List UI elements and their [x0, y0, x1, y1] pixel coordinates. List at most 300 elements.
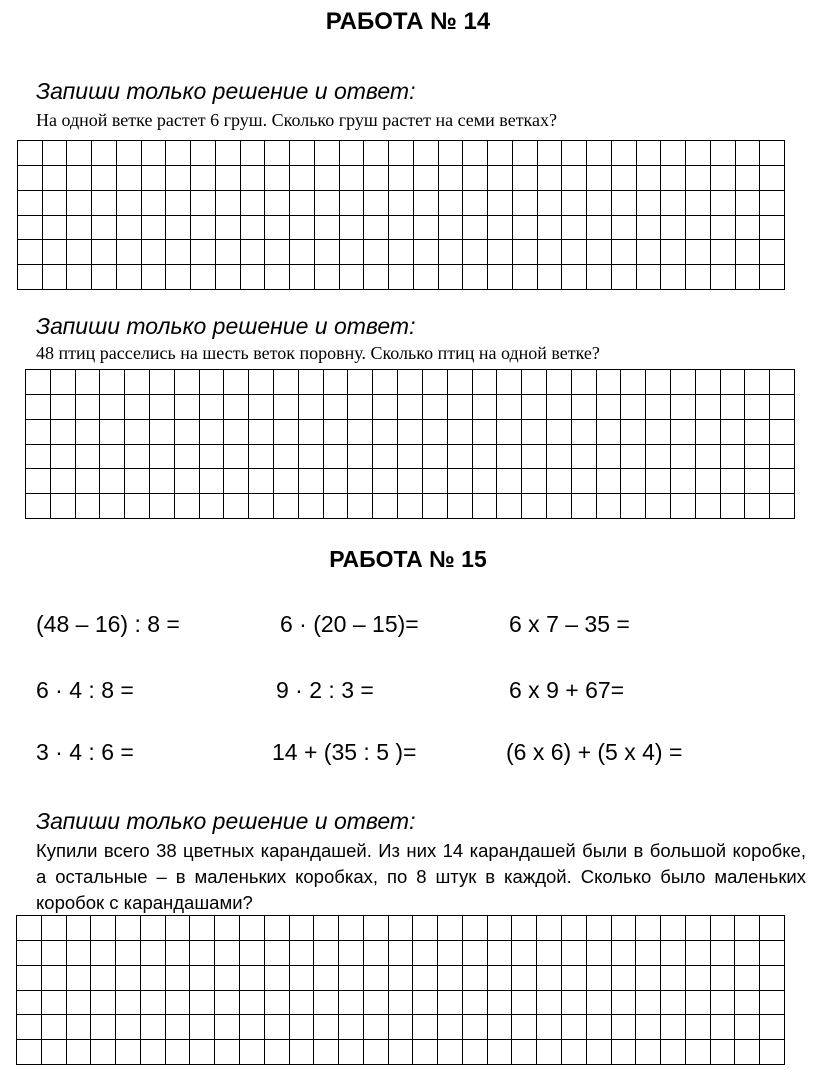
grid-cell[interactable] — [497, 494, 522, 519]
grid-cell[interactable] — [760, 1015, 785, 1040]
grid-cell[interactable] — [17, 941, 42, 966]
grid-cell[interactable] — [42, 1040, 67, 1065]
grid-cell[interactable] — [760, 991, 785, 1016]
grid-cell[interactable] — [735, 941, 760, 966]
grid-cell[interactable] — [166, 991, 191, 1016]
grid-cell[interactable] — [18, 191, 43, 216]
grid-cell[interactable] — [224, 469, 249, 494]
grid-cell[interactable] — [224, 370, 249, 395]
grid-cell[interactable] — [770, 445, 795, 470]
grid-cell[interactable] — [249, 395, 274, 420]
grid-cell[interactable] — [522, 395, 547, 420]
grid-cell[interactable] — [562, 991, 587, 1016]
grid-cell[interactable] — [364, 966, 389, 991]
grid-cell[interactable] — [17, 966, 42, 991]
grid-cell[interactable] — [389, 941, 414, 966]
grid-cell[interactable] — [770, 420, 795, 445]
grid-cell[interactable] — [760, 916, 785, 941]
grid-cell[interactable] — [51, 420, 76, 445]
grid-cell[interactable] — [91, 941, 116, 966]
grid-cell[interactable] — [522, 420, 547, 445]
grid-cell[interactable] — [398, 494, 423, 519]
grid-cell[interactable] — [760, 966, 785, 991]
grid-cell[interactable] — [463, 141, 488, 166]
grid-cell[interactable] — [216, 265, 241, 290]
grid-cell[interactable] — [348, 370, 373, 395]
grid-cell[interactable] — [721, 445, 746, 470]
grid-cell[interactable] — [100, 395, 125, 420]
grid-cell[interactable] — [67, 166, 92, 191]
grid-cell[interactable] — [612, 216, 637, 241]
grid-cell[interactable] — [587, 240, 612, 265]
grid-cell[interactable] — [67, 191, 92, 216]
grid-cell[interactable] — [562, 1040, 587, 1065]
grid-cell[interactable] — [439, 265, 464, 290]
grid-cell[interactable] — [373, 494, 398, 519]
grid-cell[interactable] — [314, 941, 339, 966]
grid-cell[interactable] — [587, 991, 612, 1016]
grid-cell[interactable] — [686, 191, 711, 216]
grid-cell[interactable] — [760, 1040, 785, 1065]
grid-cell[interactable] — [141, 1015, 166, 1040]
grid-cell[interactable] — [166, 916, 191, 941]
grid-cell[interactable] — [597, 469, 622, 494]
grid-cell[interactable] — [522, 494, 547, 519]
grid-cell[interactable] — [299, 420, 324, 445]
grid-cell[interactable] — [587, 191, 612, 216]
grid-cell[interactable] — [216, 141, 241, 166]
grid-cell[interactable] — [711, 1015, 736, 1040]
grid-cell[interactable] — [513, 166, 538, 191]
grid-cell[interactable] — [711, 191, 736, 216]
grid-cell[interactable] — [587, 941, 612, 966]
grid-cell[interactable] — [636, 916, 661, 941]
grid-cell[interactable] — [67, 240, 92, 265]
grid-cell[interactable] — [488, 1015, 513, 1040]
grid-cell[interactable] — [513, 240, 538, 265]
grid-cell[interactable] — [265, 1040, 290, 1065]
grid-cell[interactable] — [711, 916, 736, 941]
grid-cell[interactable] — [463, 240, 488, 265]
grid-cell[interactable] — [547, 370, 572, 395]
grid-cell[interactable] — [646, 420, 671, 445]
grid-cell[interactable] — [612, 991, 637, 1016]
grid-cell[interactable] — [274, 370, 299, 395]
grid-cell[interactable] — [721, 494, 746, 519]
grid-cell[interactable] — [290, 1040, 315, 1065]
grid-cell[interactable] — [636, 1015, 661, 1040]
grid-cell[interactable] — [18, 216, 43, 241]
grid-cell[interactable] — [43, 141, 68, 166]
grid-cell[interactable] — [736, 265, 761, 290]
grid-cell[interactable] — [142, 166, 167, 191]
grid-cell[interactable] — [562, 916, 587, 941]
grid-cell[interactable] — [224, 445, 249, 470]
grid-cell[interactable] — [290, 916, 315, 941]
grid-cell[interactable] — [265, 265, 290, 290]
grid-cell[interactable] — [100, 445, 125, 470]
grid-cell[interactable] — [125, 445, 150, 470]
grid-cell[interactable] — [414, 216, 439, 241]
grid-cell[interactable] — [735, 1015, 760, 1040]
grid-cell[interactable] — [241, 240, 266, 265]
grid-cell[interactable] — [439, 141, 464, 166]
grid-cell[interactable] — [488, 265, 513, 290]
grid-cell[interactable] — [661, 966, 686, 991]
grid-cell[interactable] — [274, 420, 299, 445]
grid-cell[interactable] — [42, 991, 67, 1016]
grid-cell[interactable] — [770, 494, 795, 519]
grid-cell[interactable] — [488, 1040, 513, 1065]
grid-cell[interactable] — [67, 1015, 92, 1040]
grid-cell[interactable] — [562, 191, 587, 216]
grid-cell[interactable] — [175, 445, 200, 470]
grid-cell[interactable] — [364, 265, 389, 290]
grid-cell[interactable] — [314, 991, 339, 1016]
grid-cell[interactable] — [770, 395, 795, 420]
grid-cell[interactable] — [414, 265, 439, 290]
grid-cell[interactable] — [76, 420, 101, 445]
grid-cell[interactable] — [265, 141, 290, 166]
grid-cell[interactable] — [423, 469, 448, 494]
grid-cell[interactable] — [389, 991, 414, 1016]
grid-cell[interactable] — [711, 941, 736, 966]
grid-cell[interactable] — [538, 166, 563, 191]
grid-cell[interactable] — [67, 941, 92, 966]
grid-cell[interactable] — [43, 216, 68, 241]
grid-cell[interactable] — [150, 370, 175, 395]
grid-cell[interactable] — [612, 941, 637, 966]
grid-cell[interactable] — [42, 941, 67, 966]
grid-cell[interactable] — [512, 916, 537, 941]
grid-cell[interactable] — [621, 420, 646, 445]
grid-cell[interactable] — [413, 991, 438, 1016]
grid-cell[interactable] — [18, 240, 43, 265]
grid-cell[interactable] — [463, 941, 488, 966]
grid-cell[interactable] — [364, 1040, 389, 1065]
grid-cell[interactable] — [76, 370, 101, 395]
grid-cell[interactable] — [413, 1015, 438, 1040]
grid-cell[interactable] — [67, 216, 92, 241]
grid-cell[interactable] — [290, 216, 315, 241]
grid-cell[interactable] — [76, 445, 101, 470]
grid-cell[interactable] — [76, 469, 101, 494]
grid-cell[interactable] — [760, 191, 785, 216]
grid-cell[interactable] — [92, 216, 117, 241]
grid-cell[interactable] — [215, 1040, 240, 1065]
grid-cell[interactable] — [200, 370, 225, 395]
grid-cell[interactable] — [125, 420, 150, 445]
grid-cell[interactable] — [315, 265, 340, 290]
grid-cell[interactable] — [597, 445, 622, 470]
grid-cell[interactable] — [423, 420, 448, 445]
grid-cell[interactable] — [190, 1015, 215, 1040]
grid-cell[interactable] — [190, 916, 215, 941]
grid-cell[interactable] — [76, 395, 101, 420]
grid-cell[interactable] — [389, 141, 414, 166]
grid-cell[interactable] — [473, 420, 498, 445]
grid-cell[interactable] — [265, 966, 290, 991]
grid-cell[interactable] — [125, 469, 150, 494]
grid-cell[interactable] — [463, 166, 488, 191]
grid-cell[interactable] — [637, 265, 662, 290]
grid-cell[interactable] — [364, 216, 389, 241]
grid-cell[interactable] — [661, 916, 686, 941]
grid-cell[interactable] — [215, 1015, 240, 1040]
grid-cell[interactable] — [513, 216, 538, 241]
grid-cell[interactable] — [711, 265, 736, 290]
grid-cell[interactable] — [636, 941, 661, 966]
grid-cell[interactable] — [339, 916, 364, 941]
grid-cell[interactable] — [463, 1040, 488, 1065]
grid-cell[interactable] — [265, 191, 290, 216]
grid-cell[interactable] — [711, 141, 736, 166]
grid-cell[interactable] — [91, 916, 116, 941]
grid-cell[interactable] — [646, 494, 671, 519]
grid-cell[interactable] — [364, 141, 389, 166]
grid-cell[interactable] — [538, 216, 563, 241]
grid-cell[interactable] — [562, 240, 587, 265]
grid-cell[interactable] — [91, 1040, 116, 1065]
grid-cell[interactable] — [314, 916, 339, 941]
grid-cell[interactable] — [299, 445, 324, 470]
grid-cell[interactable] — [348, 395, 373, 420]
task2-answer-grid[interactable] — [25, 369, 795, 519]
grid-cell[interactable] — [398, 395, 423, 420]
grid-cell[interactable] — [141, 941, 166, 966]
grid-cell[interactable] — [315, 166, 340, 191]
grid-cell[interactable] — [125, 395, 150, 420]
grid-cell[interactable] — [448, 494, 473, 519]
grid-cell[interactable] — [373, 395, 398, 420]
grid-cell[interactable] — [241, 141, 266, 166]
grid-cell[interactable] — [373, 445, 398, 470]
grid-cell[interactable] — [612, 166, 637, 191]
grid-cell[interactable] — [249, 445, 274, 470]
grid-cell[interactable] — [686, 916, 711, 941]
grid-cell[interactable] — [414, 141, 439, 166]
grid-cell[interactable] — [42, 966, 67, 991]
grid-cell[interactable] — [175, 469, 200, 494]
grid-cell[interactable] — [414, 166, 439, 191]
grid-cell[interactable] — [42, 1015, 67, 1040]
grid-cell[interactable] — [190, 966, 215, 991]
grid-cell[interactable] — [26, 494, 51, 519]
grid-cell[interactable] — [67, 966, 92, 991]
grid-cell[interactable] — [175, 494, 200, 519]
grid-cell[interactable] — [423, 445, 448, 470]
grid-cell[interactable] — [150, 445, 175, 470]
grid-cell[interactable] — [671, 420, 696, 445]
grid-cell[interactable] — [423, 395, 448, 420]
grid-cell[interactable] — [661, 166, 686, 191]
grid-cell[interactable] — [745, 469, 770, 494]
grid-cell[interactable] — [364, 240, 389, 265]
grid-cell[interactable] — [17, 1015, 42, 1040]
grid-cell[interactable] — [150, 420, 175, 445]
grid-cell[interactable] — [339, 941, 364, 966]
grid-cell[interactable] — [200, 445, 225, 470]
grid-cell[interactable] — [26, 469, 51, 494]
grid-cell[interactable] — [339, 1040, 364, 1065]
grid-cell[interactable] — [166, 966, 191, 991]
grid-cell[interactable] — [721, 370, 746, 395]
grid-cell[interactable] — [314, 966, 339, 991]
grid-cell[interactable] — [438, 941, 463, 966]
grid-cell[interactable] — [191, 265, 216, 290]
grid-cell[interactable] — [91, 991, 116, 1016]
grid-cell[interactable] — [760, 265, 785, 290]
grid-cell[interactable] — [547, 445, 572, 470]
grid-cell[interactable] — [448, 395, 473, 420]
grid-cell[interactable] — [100, 469, 125, 494]
grid-cell[interactable] — [711, 966, 736, 991]
grid-cell[interactable] — [290, 966, 315, 991]
grid-cell[interactable] — [745, 445, 770, 470]
grid-cell[interactable] — [117, 166, 142, 191]
grid-cell[interactable] — [389, 216, 414, 241]
grid-cell[interactable] — [315, 191, 340, 216]
grid-cell[interactable] — [745, 395, 770, 420]
grid-cell[interactable] — [488, 216, 513, 241]
grid-cell[interactable] — [686, 141, 711, 166]
grid-cell[interactable] — [274, 494, 299, 519]
grid-cell[interactable] — [562, 265, 587, 290]
grid-cell[interactable] — [18, 141, 43, 166]
grid-cell[interactable] — [340, 265, 365, 290]
grid-cell[interactable] — [76, 494, 101, 519]
grid-cell[interactable] — [265, 1015, 290, 1040]
grid-cell[interactable] — [770, 469, 795, 494]
grid-cell[interactable] — [389, 191, 414, 216]
grid-cell[interactable] — [612, 1040, 637, 1065]
grid-cell[interactable] — [760, 216, 785, 241]
grid-cell[interactable] — [735, 991, 760, 1016]
grid-cell[interactable] — [621, 395, 646, 420]
grid-cell[interactable] — [463, 991, 488, 1016]
grid-cell[interactable] — [686, 941, 711, 966]
grid-cell[interactable] — [241, 166, 266, 191]
grid-cell[interactable] — [497, 370, 522, 395]
grid-cell[interactable] — [116, 966, 141, 991]
grid-cell[interactable] — [413, 916, 438, 941]
grid-cell[interactable] — [166, 191, 191, 216]
grid-cell[interactable] — [736, 141, 761, 166]
grid-cell[interactable] — [100, 420, 125, 445]
grid-cell[interactable] — [463, 1015, 488, 1040]
grid-cell[interactable] — [488, 966, 513, 991]
grid-cell[interactable] — [67, 1040, 92, 1065]
grid-cell[interactable] — [240, 966, 265, 991]
grid-cell[interactable] — [538, 191, 563, 216]
grid-cell[interactable] — [348, 420, 373, 445]
grid-cell[interactable] — [537, 916, 562, 941]
grid-cell[interactable] — [512, 1015, 537, 1040]
grid-cell[interactable] — [117, 265, 142, 290]
grid-cell[interactable] — [17, 1040, 42, 1065]
grid-cell[interactable] — [150, 494, 175, 519]
grid-cell[interactable] — [398, 420, 423, 445]
grid-cell[interactable] — [686, 966, 711, 991]
grid-cell[interactable] — [646, 445, 671, 470]
grid-cell[interactable] — [142, 265, 167, 290]
grid-cell[interactable] — [661, 1040, 686, 1065]
grid-cell[interactable] — [389, 1040, 414, 1065]
grid-cell[interactable] — [696, 469, 721, 494]
grid-cell[interactable] — [100, 370, 125, 395]
grid-cell[interactable] — [547, 395, 572, 420]
grid-cell[interactable] — [473, 395, 498, 420]
grid-cell[interactable] — [587, 216, 612, 241]
grid-cell[interactable] — [735, 1040, 760, 1065]
grid-cell[interactable] — [711, 216, 736, 241]
grid-cell[interactable] — [473, 370, 498, 395]
grid-cell[interactable] — [423, 494, 448, 519]
grid-cell[interactable] — [448, 469, 473, 494]
grid-cell[interactable] — [572, 469, 597, 494]
grid-cell[interactable] — [587, 1040, 612, 1065]
grid-cell[interactable] — [439, 191, 464, 216]
grid-cell[interactable] — [661, 240, 686, 265]
grid-cell[interactable] — [166, 1040, 191, 1065]
grid-cell[interactable] — [745, 370, 770, 395]
grid-cell[interactable] — [686, 166, 711, 191]
grid-cell[interactable] — [711, 991, 736, 1016]
task1-answer-grid[interactable] — [17, 140, 785, 290]
grid-cell[interactable] — [696, 395, 721, 420]
grid-cell[interactable] — [314, 1040, 339, 1065]
grid-cell[interactable] — [290, 991, 315, 1016]
grid-cell[interactable] — [51, 469, 76, 494]
grid-cell[interactable] — [463, 191, 488, 216]
grid-cell[interactable] — [26, 370, 51, 395]
grid-cell[interactable] — [125, 370, 150, 395]
grid-cell[interactable] — [324, 445, 349, 470]
grid-cell[interactable] — [512, 966, 537, 991]
grid-cell[interactable] — [141, 916, 166, 941]
grid-cell[interactable] — [141, 991, 166, 1016]
grid-cell[interactable] — [597, 370, 622, 395]
grid-cell[interactable] — [92, 240, 117, 265]
grid-cell[interactable] — [488, 191, 513, 216]
grid-cell[interactable] — [423, 370, 448, 395]
grid-cell[interactable] — [340, 166, 365, 191]
grid-cell[interactable] — [398, 370, 423, 395]
grid-cell[interactable] — [497, 445, 522, 470]
grid-cell[interactable] — [142, 141, 167, 166]
grid-cell[interactable] — [241, 265, 266, 290]
grid-cell[interactable] — [621, 494, 646, 519]
grid-cell[interactable] — [51, 445, 76, 470]
grid-cell[interactable] — [438, 1015, 463, 1040]
grid-cell[interactable] — [42, 916, 67, 941]
grid-cell[interactable] — [538, 240, 563, 265]
grid-cell[interactable] — [191, 166, 216, 191]
grid-cell[interactable] — [290, 1015, 315, 1040]
grid-cell[interactable] — [513, 191, 538, 216]
grid-cell[interactable] — [224, 395, 249, 420]
grid-cell[interactable] — [721, 420, 746, 445]
grid-cell[interactable] — [324, 420, 349, 445]
grid-cell[interactable] — [646, 370, 671, 395]
grid-cell[interactable] — [587, 141, 612, 166]
grid-cell[interactable] — [215, 966, 240, 991]
grid-cell[interactable] — [597, 494, 622, 519]
grid-cell[interactable] — [249, 469, 274, 494]
grid-cell[interactable] — [166, 265, 191, 290]
grid-cell[interactable] — [587, 916, 612, 941]
grid-cell[interactable] — [191, 141, 216, 166]
